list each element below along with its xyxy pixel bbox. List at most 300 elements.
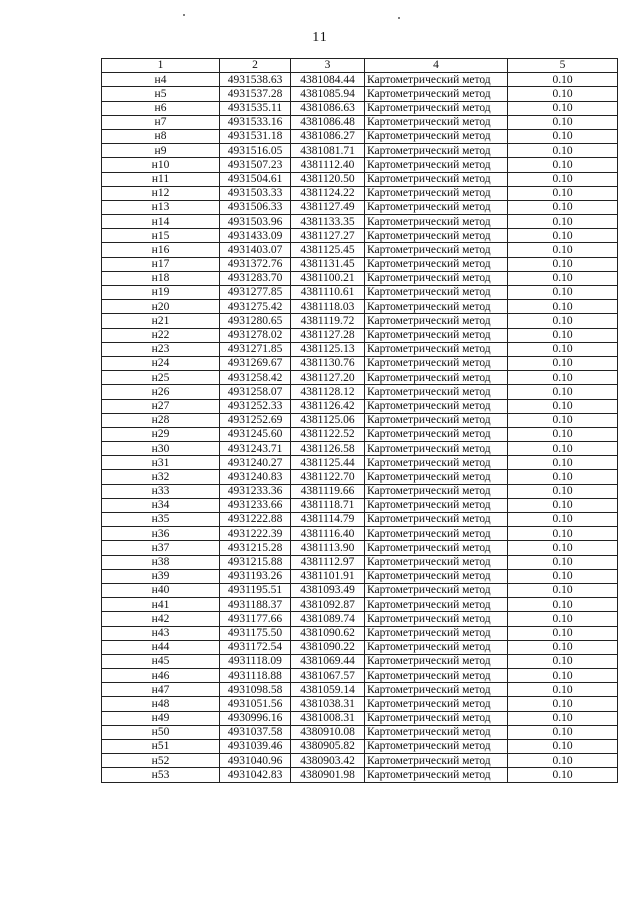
accuracy-cell: 0.10 [508, 300, 618, 314]
point-name-cell: н7 [102, 115, 220, 129]
point-name-cell: н6 [102, 101, 220, 115]
accuracy-cell: 0.10 [508, 484, 618, 498]
accuracy-cell: 0.10 [508, 129, 618, 143]
method-cell: Картометрический метод [365, 87, 508, 101]
accuracy-cell: 0.10 [508, 172, 618, 186]
point-name-cell: н52 [102, 754, 220, 768]
y-coordinate-cell: 4381125.45 [291, 243, 365, 257]
table-row [102, 583, 618, 597]
method-cell: Картометрический метод [365, 569, 508, 583]
x-coordinate-cell: 4931533.16 [220, 115, 291, 129]
method-cell: Картометрический метод [365, 243, 508, 257]
point-name-cell: н36 [102, 527, 220, 541]
x-coordinate-cell: 4931283.70 [220, 271, 291, 285]
x-coordinate-cell: 4931507.23 [220, 158, 291, 172]
scan-speck [183, 14, 185, 16]
y-coordinate-cell: 4381125.06 [291, 413, 365, 427]
accuracy-cell: 0.10 [508, 725, 618, 739]
accuracy-cell: 0.10 [508, 669, 618, 683]
table-header-row [102, 59, 618, 73]
point-name-cell: н12 [102, 186, 220, 200]
table-row [102, 385, 618, 399]
y-coordinate-cell: 4381119.66 [291, 484, 365, 498]
point-name-cell: н9 [102, 144, 220, 158]
method-cell: Картометрический метод [365, 725, 508, 739]
accuracy-cell: 0.10 [508, 73, 618, 87]
x-coordinate-cell: 4931118.09 [220, 654, 291, 668]
x-coordinate-cell: 4931506.33 [220, 200, 291, 214]
point-name-cell: н24 [102, 356, 220, 370]
point-name-cell: н30 [102, 442, 220, 456]
accuracy-cell: 0.10 [508, 286, 618, 300]
accuracy-cell: 0.10 [508, 427, 618, 441]
x-coordinate-cell: 4931537.28 [220, 87, 291, 101]
point-name-cell: н8 [102, 129, 220, 143]
x-coordinate-cell: 4931269.67 [220, 356, 291, 370]
method-cell: Картометрический метод [365, 740, 508, 754]
table-row [102, 257, 618, 271]
point-name-cell: н51 [102, 740, 220, 754]
accuracy-cell: 0.10 [508, 87, 618, 101]
point-name-cell: н21 [102, 314, 220, 328]
point-name-cell: н27 [102, 399, 220, 413]
y-coordinate-cell: 4380910.08 [291, 725, 365, 739]
method-cell: Картометрический метод [365, 101, 508, 115]
point-name-cell: н26 [102, 385, 220, 399]
table-row [102, 569, 618, 583]
point-name-cell: н29 [102, 427, 220, 441]
table-row [102, 101, 618, 115]
x-coordinate-cell: 4931222.39 [220, 527, 291, 541]
table-row [102, 654, 618, 668]
y-coordinate-cell: 4381127.27 [291, 229, 365, 243]
method-cell: Картометрический метод [365, 654, 508, 668]
column-header: 1 [102, 59, 220, 73]
accuracy-cell: 0.10 [508, 101, 618, 115]
table-row [102, 711, 618, 725]
accuracy-cell: 0.10 [508, 442, 618, 456]
x-coordinate-cell: 4931193.26 [220, 569, 291, 583]
y-coordinate-cell: 4381122.52 [291, 427, 365, 441]
y-coordinate-cell: 4381126.58 [291, 442, 365, 456]
table-row [102, 498, 618, 512]
x-coordinate-cell: 4931233.36 [220, 484, 291, 498]
point-name-cell: н37 [102, 541, 220, 555]
method-cell: Картометрический метод [365, 413, 508, 427]
y-coordinate-cell: 4381119.72 [291, 314, 365, 328]
method-cell: Картометрический метод [365, 541, 508, 555]
x-coordinate-cell: 4931271.85 [220, 342, 291, 356]
column-header: 5 [508, 59, 618, 73]
method-cell: Картометрический метод [365, 172, 508, 186]
method-cell: Картометрический метод [365, 768, 508, 782]
y-coordinate-cell: 4381118.71 [291, 498, 365, 512]
table-row [102, 598, 618, 612]
accuracy-cell: 0.10 [508, 654, 618, 668]
x-coordinate-cell: 4931172.54 [220, 640, 291, 654]
method-cell: Картометрический метод [365, 442, 508, 456]
accuracy-cell: 0.10 [508, 314, 618, 328]
x-coordinate-cell: 4931240.83 [220, 470, 291, 484]
table-row [102, 115, 618, 129]
page-number: 11 [312, 30, 328, 45]
y-coordinate-cell: 4381086.48 [291, 115, 365, 129]
table-row [102, 129, 618, 143]
table-row [102, 669, 618, 683]
table-row [102, 186, 618, 200]
method-cell: Картометрический метод [365, 229, 508, 243]
table-row [102, 399, 618, 413]
point-name-cell: н19 [102, 286, 220, 300]
accuracy-cell: 0.10 [508, 555, 618, 569]
x-coordinate-cell: 4931275.42 [220, 300, 291, 314]
table-row [102, 612, 618, 626]
accuracy-cell: 0.10 [508, 754, 618, 768]
x-coordinate-cell: 4931039.46 [220, 740, 291, 754]
table-row [102, 470, 618, 484]
point-name-cell: н15 [102, 229, 220, 243]
point-name-cell: н47 [102, 683, 220, 697]
x-coordinate-cell: 4931252.33 [220, 399, 291, 413]
x-coordinate-cell: 4931433.09 [220, 229, 291, 243]
accuracy-cell: 0.10 [508, 583, 618, 597]
y-coordinate-cell: 4381126.42 [291, 399, 365, 413]
x-coordinate-cell: 4930996.16 [220, 711, 291, 725]
method-cell: Картометрический метод [365, 215, 508, 229]
method-cell: Картометрический метод [365, 257, 508, 271]
table-row [102, 640, 618, 654]
x-coordinate-cell: 4931037.58 [220, 725, 291, 739]
point-name-cell: н13 [102, 200, 220, 214]
table-row [102, 527, 618, 541]
y-coordinate-cell: 4380905.82 [291, 740, 365, 754]
accuracy-cell: 0.10 [508, 371, 618, 385]
method-cell: Картометрический метод [365, 754, 508, 768]
method-cell: Картометрический метод [365, 286, 508, 300]
point-name-cell: н41 [102, 598, 220, 612]
accuracy-cell: 0.10 [508, 328, 618, 342]
x-coordinate-cell: 4931215.88 [220, 555, 291, 569]
table-row [102, 697, 618, 711]
method-cell: Картометрический метод [365, 598, 508, 612]
accuracy-cell: 0.10 [508, 229, 618, 243]
method-cell: Картометрический метод [365, 498, 508, 512]
y-coordinate-cell: 4381112.40 [291, 158, 365, 172]
x-coordinate-cell: 4931195.51 [220, 583, 291, 597]
column-header: 4 [365, 59, 508, 73]
x-coordinate-cell: 4931372.76 [220, 257, 291, 271]
x-coordinate-cell: 4931098.58 [220, 683, 291, 697]
table-row [102, 371, 618, 385]
y-coordinate-cell: 4381116.40 [291, 527, 365, 541]
x-coordinate-cell: 4931215.28 [220, 541, 291, 555]
method-cell: Картометрический метод [365, 456, 508, 470]
table-row [102, 484, 618, 498]
accuracy-cell: 0.10 [508, 186, 618, 200]
y-coordinate-cell: 4381090.62 [291, 626, 365, 640]
accuracy-cell: 0.10 [508, 513, 618, 527]
table-row [102, 300, 618, 314]
y-coordinate-cell: 4381093.49 [291, 583, 365, 597]
x-coordinate-cell: 4931240.27 [220, 456, 291, 470]
method-cell: Картометрический метод [365, 484, 508, 498]
accuracy-cell: 0.10 [508, 356, 618, 370]
accuracy-cell: 0.10 [508, 456, 618, 470]
table-row [102, 725, 618, 739]
method-cell: Картометрический метод [365, 427, 508, 441]
x-coordinate-cell: 4931278.02 [220, 328, 291, 342]
x-coordinate-cell: 4931277.85 [220, 286, 291, 300]
table-row [102, 73, 618, 87]
y-coordinate-cell: 4381120.50 [291, 172, 365, 186]
method-cell: Картометрический метод [365, 186, 508, 200]
y-coordinate-cell: 4381038.31 [291, 697, 365, 711]
y-coordinate-cell: 4381127.20 [291, 371, 365, 385]
table-row [102, 356, 618, 370]
method-cell: Картометрический метод [365, 626, 508, 640]
method-cell: Картометрический метод [365, 356, 508, 370]
table-row [102, 541, 618, 555]
method-cell: Картометрический метод [365, 612, 508, 626]
x-coordinate-cell: 4931222.88 [220, 513, 291, 527]
y-coordinate-cell: 4381101.91 [291, 569, 365, 583]
y-coordinate-cell: 4381125.44 [291, 456, 365, 470]
table-row [102, 158, 618, 172]
x-coordinate-cell: 4931535.11 [220, 101, 291, 115]
point-name-cell: н22 [102, 328, 220, 342]
point-name-cell: н28 [102, 413, 220, 427]
y-coordinate-cell: 4381130.76 [291, 356, 365, 370]
point-name-cell: н49 [102, 711, 220, 725]
coordinates-table [101, 58, 618, 783]
method-cell: Картометрический метод [365, 555, 508, 569]
y-coordinate-cell: 4380901.98 [291, 768, 365, 782]
point-name-cell: н10 [102, 158, 220, 172]
method-cell: Картометрический метод [365, 399, 508, 413]
method-cell: Картометрический метод [365, 371, 508, 385]
x-coordinate-cell: 4931258.07 [220, 385, 291, 399]
x-coordinate-cell: 4931245.60 [220, 427, 291, 441]
accuracy-cell: 0.10 [508, 640, 618, 654]
accuracy-cell: 0.10 [508, 612, 618, 626]
point-name-cell: н23 [102, 342, 220, 356]
y-coordinate-cell: 4381110.61 [291, 286, 365, 300]
point-name-cell: н31 [102, 456, 220, 470]
point-name-cell: н48 [102, 697, 220, 711]
accuracy-cell: 0.10 [508, 626, 618, 640]
y-coordinate-cell: 4381069.44 [291, 654, 365, 668]
table-row [102, 456, 618, 470]
y-coordinate-cell: 4381008.31 [291, 711, 365, 725]
point-name-cell: н45 [102, 654, 220, 668]
y-coordinate-cell: 4381089.74 [291, 612, 365, 626]
point-name-cell: н4 [102, 73, 220, 87]
method-cell: Картометрический метод [365, 115, 508, 129]
accuracy-cell: 0.10 [508, 711, 618, 725]
y-coordinate-cell: 4381131.45 [291, 257, 365, 271]
table-row [102, 513, 618, 527]
column-header: 3 [291, 59, 365, 73]
table-row [102, 200, 618, 214]
point-name-cell: н33 [102, 484, 220, 498]
y-coordinate-cell: 4381114.79 [291, 513, 365, 527]
table-body [102, 73, 618, 782]
x-coordinate-cell: 4931252.69 [220, 413, 291, 427]
point-name-cell: н46 [102, 669, 220, 683]
accuracy-cell: 0.10 [508, 115, 618, 129]
table-row [102, 286, 618, 300]
point-name-cell: н53 [102, 768, 220, 782]
y-coordinate-cell: 4381118.03 [291, 300, 365, 314]
method-cell: Картометрический метод [365, 527, 508, 541]
method-cell: Картометрический метод [365, 271, 508, 285]
method-cell: Картометрический метод [365, 697, 508, 711]
y-coordinate-cell: 4381127.49 [291, 200, 365, 214]
accuracy-cell: 0.10 [508, 768, 618, 782]
y-coordinate-cell: 4381090.22 [291, 640, 365, 654]
point-name-cell: н43 [102, 626, 220, 640]
x-coordinate-cell: 4931051.56 [220, 697, 291, 711]
point-name-cell: н25 [102, 371, 220, 385]
accuracy-cell: 0.10 [508, 215, 618, 229]
y-coordinate-cell: 4381086.63 [291, 101, 365, 115]
method-cell: Картометрический метод [365, 73, 508, 87]
point-name-cell: н38 [102, 555, 220, 569]
method-cell: Картометрический метод [365, 129, 508, 143]
accuracy-cell: 0.10 [508, 413, 618, 427]
table-row [102, 172, 618, 186]
accuracy-cell: 0.10 [508, 697, 618, 711]
accuracy-cell: 0.10 [508, 257, 618, 271]
method-cell: Картометрический метод [365, 314, 508, 328]
point-name-cell: н34 [102, 498, 220, 512]
y-coordinate-cell: 4381124.22 [291, 186, 365, 200]
method-cell: Картометрический метод [365, 513, 508, 527]
point-name-cell: н17 [102, 257, 220, 271]
y-coordinate-cell: 4381086.27 [291, 129, 365, 143]
x-coordinate-cell: 4931175.50 [220, 626, 291, 640]
method-cell: Картометрический метод [365, 300, 508, 314]
table-row [102, 342, 618, 356]
y-coordinate-cell: 4381128.12 [291, 385, 365, 399]
y-coordinate-cell: 4381112.97 [291, 555, 365, 569]
point-name-cell: н18 [102, 271, 220, 285]
y-coordinate-cell: 4381127.28 [291, 328, 365, 342]
method-cell: Картометрический метод [365, 669, 508, 683]
accuracy-cell: 0.10 [508, 144, 618, 158]
x-coordinate-cell: 4931118.88 [220, 669, 291, 683]
point-name-cell: н11 [102, 172, 220, 186]
x-coordinate-cell: 4931538.63 [220, 73, 291, 87]
y-coordinate-cell: 4381067.57 [291, 669, 365, 683]
method-cell: Картометрический метод [365, 683, 508, 697]
x-coordinate-cell: 4931042.83 [220, 768, 291, 782]
method-cell: Картометрический метод [365, 144, 508, 158]
method-cell: Картометрический метод [365, 158, 508, 172]
table-row [102, 271, 618, 285]
y-coordinate-cell: 4381125.13 [291, 342, 365, 356]
point-name-cell: н16 [102, 243, 220, 257]
table-row [102, 427, 618, 441]
x-coordinate-cell: 4931403.07 [220, 243, 291, 257]
y-coordinate-cell: 4381100.21 [291, 271, 365, 285]
point-name-cell: н5 [102, 87, 220, 101]
accuracy-cell: 0.10 [508, 385, 618, 399]
y-coordinate-cell: 4380903.42 [291, 754, 365, 768]
method-cell: Картометрический метод [365, 583, 508, 597]
accuracy-cell: 0.10 [508, 740, 618, 754]
method-cell: Картометрический метод [365, 711, 508, 725]
table-row [102, 683, 618, 697]
accuracy-cell: 0.10 [508, 399, 618, 413]
point-name-cell: н40 [102, 583, 220, 597]
method-cell: Картометрический метод [365, 328, 508, 342]
accuracy-cell: 0.10 [508, 342, 618, 356]
x-coordinate-cell: 4931177.66 [220, 612, 291, 626]
accuracy-cell: 0.10 [508, 158, 618, 172]
scan-speck [398, 17, 400, 19]
x-coordinate-cell: 4931188.37 [220, 598, 291, 612]
method-cell: Картометрический метод [365, 640, 508, 654]
y-coordinate-cell: 4381122.70 [291, 470, 365, 484]
x-coordinate-cell: 4931233.66 [220, 498, 291, 512]
y-coordinate-cell: 4381133.35 [291, 215, 365, 229]
accuracy-cell: 0.10 [508, 243, 618, 257]
x-coordinate-cell: 4931504.61 [220, 172, 291, 186]
x-coordinate-cell: 4931258.42 [220, 371, 291, 385]
x-coordinate-cell: 4931531.18 [220, 129, 291, 143]
y-coordinate-cell: 4381084.44 [291, 73, 365, 87]
point-name-cell: н20 [102, 300, 220, 314]
accuracy-cell: 0.10 [508, 200, 618, 214]
table-row [102, 442, 618, 456]
x-coordinate-cell: 4931516.05 [220, 144, 291, 158]
y-coordinate-cell: 4381092.87 [291, 598, 365, 612]
table-row [102, 768, 618, 782]
table-row [102, 740, 618, 754]
table-row [102, 626, 618, 640]
point-name-cell: н32 [102, 470, 220, 484]
accuracy-cell: 0.10 [508, 541, 618, 555]
point-name-cell: н39 [102, 569, 220, 583]
method-cell: Картометрический метод [365, 342, 508, 356]
accuracy-cell: 0.10 [508, 683, 618, 697]
table-row [102, 144, 618, 158]
accuracy-cell: 0.10 [508, 598, 618, 612]
accuracy-cell: 0.10 [508, 470, 618, 484]
x-coordinate-cell: 4931503.33 [220, 186, 291, 200]
y-coordinate-cell: 4381113.90 [291, 541, 365, 555]
method-cell: Картометрический метод [365, 200, 508, 214]
accuracy-cell: 0.10 [508, 527, 618, 541]
point-name-cell: н35 [102, 513, 220, 527]
table-row [102, 229, 618, 243]
method-cell: Картометрический метод [365, 470, 508, 484]
accuracy-cell: 0.10 [508, 271, 618, 285]
table-row [102, 314, 618, 328]
column-header: 2 [220, 59, 291, 73]
table-row [102, 87, 618, 101]
table-row [102, 413, 618, 427]
y-coordinate-cell: 4381085.94 [291, 87, 365, 101]
table-row [102, 555, 618, 569]
x-coordinate-cell: 4931243.71 [220, 442, 291, 456]
point-name-cell: н42 [102, 612, 220, 626]
accuracy-cell: 0.10 [508, 498, 618, 512]
point-name-cell: н14 [102, 215, 220, 229]
y-coordinate-cell: 4381059.14 [291, 683, 365, 697]
x-coordinate-cell: 4931503.96 [220, 215, 291, 229]
